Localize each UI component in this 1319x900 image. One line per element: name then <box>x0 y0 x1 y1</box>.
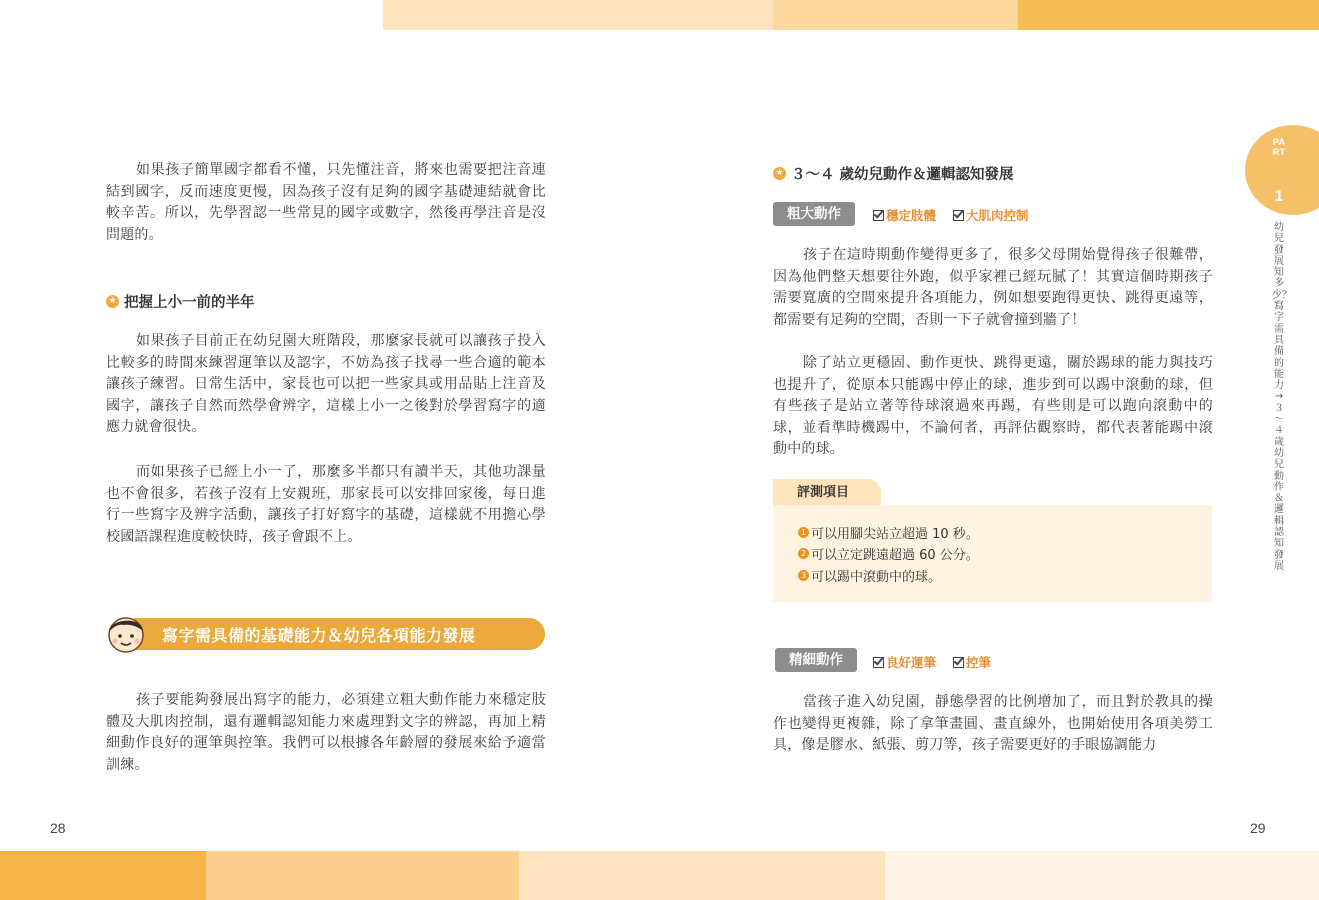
tag-fine-motor: 精細動作 <box>775 648 857 672</box>
evaluation-item <box>798 523 979 542</box>
evaluation-item-text: 可以踢中滾動中的球。 <box>811 570 942 585</box>
strip-segment <box>519 851 885 900</box>
checkbox-icon <box>953 210 964 221</box>
check-label: 控筆 <box>966 655 992 670</box>
check-item <box>953 206 1029 224</box>
right-paragraph-3: 當孩子進入幼兒園，靜態學習的比例增加了，而且對於教具的操作也變得更複雜，除了拿筆畫圓、畫直線外，也開始使用各項美勞工具，像是膠水、紙張、剪刀等，孩子需要更好的手眼協調能力 <box>773 694 1213 754</box>
left-paragraph-2: 如果孩子目前正在幼兒園大班階段，那麼家長就可以讓孩子投入比較多的時間來練習運筆以及認字，不妨為孩子找尋一些合適的範本讓孩子練習。日常生活中，家長也可以把一些家具或用品貼上注音及國字，讓孩子自然而然學會辨字，這樣上小一之後對於學習寫字的適應力就會很快。 <box>106 333 546 436</box>
check-item <box>953 653 991 671</box>
banner-title: 寫字需具備的基礎能力＆幼兒各項能力發展 <box>162 625 476 645</box>
check-label: 大肌肉控制 <box>966 208 1029 223</box>
strip-segment <box>206 851 519 900</box>
number-badge-icon: 3 <box>798 570 809 581</box>
strip-segment <box>885 851 1319 900</box>
part-label-text: PART <box>1272 137 1286 158</box>
evaluation-item-text: 可以立定跳遠超過 60 公分。 <box>811 548 979 563</box>
section-heading-prepare <box>106 291 255 312</box>
star-icon: ★ <box>773 167 786 180</box>
check-label: 穩定肢體 <box>886 208 937 223</box>
left-paragraph-1: 如果孩子簡單國字都看不懂，只先懂注音，將來也需要把注音連結到國字，反而速度更慢，因為孩子沒有足夠的國字基礎連結就會比較辛苦。所以，先學習認一些常見的國字或數字，然後再學注音是沒問題的。 <box>106 162 546 243</box>
left-paragraph-3: 而如果孩子已經上小一了，那麼多半都只有讀半天，其他功課量也不會很多，若孩子沒有上安親班，那家長可以安排回家後，每日進行一些寫字及辨字活動，讓孩子打好寫字的基礎，這樣就不用擔心學校國語課程進度較快時，孩子會跟不上。 <box>106 464 546 545</box>
number-badge-icon: 1 <box>798 527 809 538</box>
left-paragraph-4: 孩子要能夠發展出寫字的能力，必須建立粗大動作能力來穩定肢體及大肌肉控制，還有邏輯認知能力來處理對文字的辨認，再加上精細動作良好的運筆與控筆。我們可以根據各年齡層的發展來給予適當訓練。 <box>106 692 546 773</box>
tag-gross-motor: 粗大動作 <box>773 202 855 226</box>
evaluation-box <box>773 505 1212 602</box>
evaluation-item <box>798 566 941 585</box>
evaluation-tab: 評測項目 <box>773 479 881 505</box>
right-paragraph-1: 孩子在這時期動作變得更多了，很多父母開始覺得孩子很難帶，因為他們整天想要往外跑，似乎家裡已經玩膩了！其實這個時期孩子需要寬廣的空間來提升各項能力，例如想要跑得更快、跳得更遠等，都需要有足夠的空間，否則一下子就會撞到牆了！ <box>773 247 1213 328</box>
section-banner <box>134 618 545 650</box>
kid-face-icon <box>104 612 148 654</box>
check-item <box>873 206 936 224</box>
right-paragraph-2: 除了站立更穩固、動作更快、跳得更遠，關於踢球的能力與技巧也提升了，從原本只能踢中停止的球，進步到可以踢中滾動的球，但有些孩子是站立著等待球滾過來再踢，有些則是可以跑向滾動中的球，並看準時機踢中，不論何者，再評估觀察時，都代表著能踢中滾動中的球。 <box>773 355 1213 458</box>
strip-segment <box>0 851 206 900</box>
page-number-right: 29 <box>1250 820 1266 836</box>
section-heading-age <box>773 163 1014 184</box>
part-label <box>1272 138 1286 158</box>
checkbox-icon <box>953 657 964 668</box>
check-label: 良好運筆 <box>886 655 937 670</box>
section-heading-text: ３～４ 歲幼兒動作＆邏輯認知發展 <box>791 167 1014 183</box>
bottom-color-strip <box>0 851 1319 900</box>
side-caption: 幼兒發展知多少？寫字需具備的能力→３～４歲幼兒動作＆邏輯認知發展 <box>1272 222 1292 572</box>
number-badge-icon: 2 <box>798 548 809 559</box>
page-number-left: 28 <box>50 820 66 836</box>
evaluation-item <box>798 544 979 563</box>
star-icon: ★ <box>106 295 119 308</box>
checkbox-icon <box>873 210 884 221</box>
section-heading-text: 把握上小一前的半年 <box>124 295 255 311</box>
checkbox-icon <box>873 657 884 668</box>
part-number: 1 <box>1274 188 1284 205</box>
check-item <box>873 653 936 671</box>
evaluation-item-text: 可以用腳尖站立超過 10 秒。 <box>811 527 979 542</box>
